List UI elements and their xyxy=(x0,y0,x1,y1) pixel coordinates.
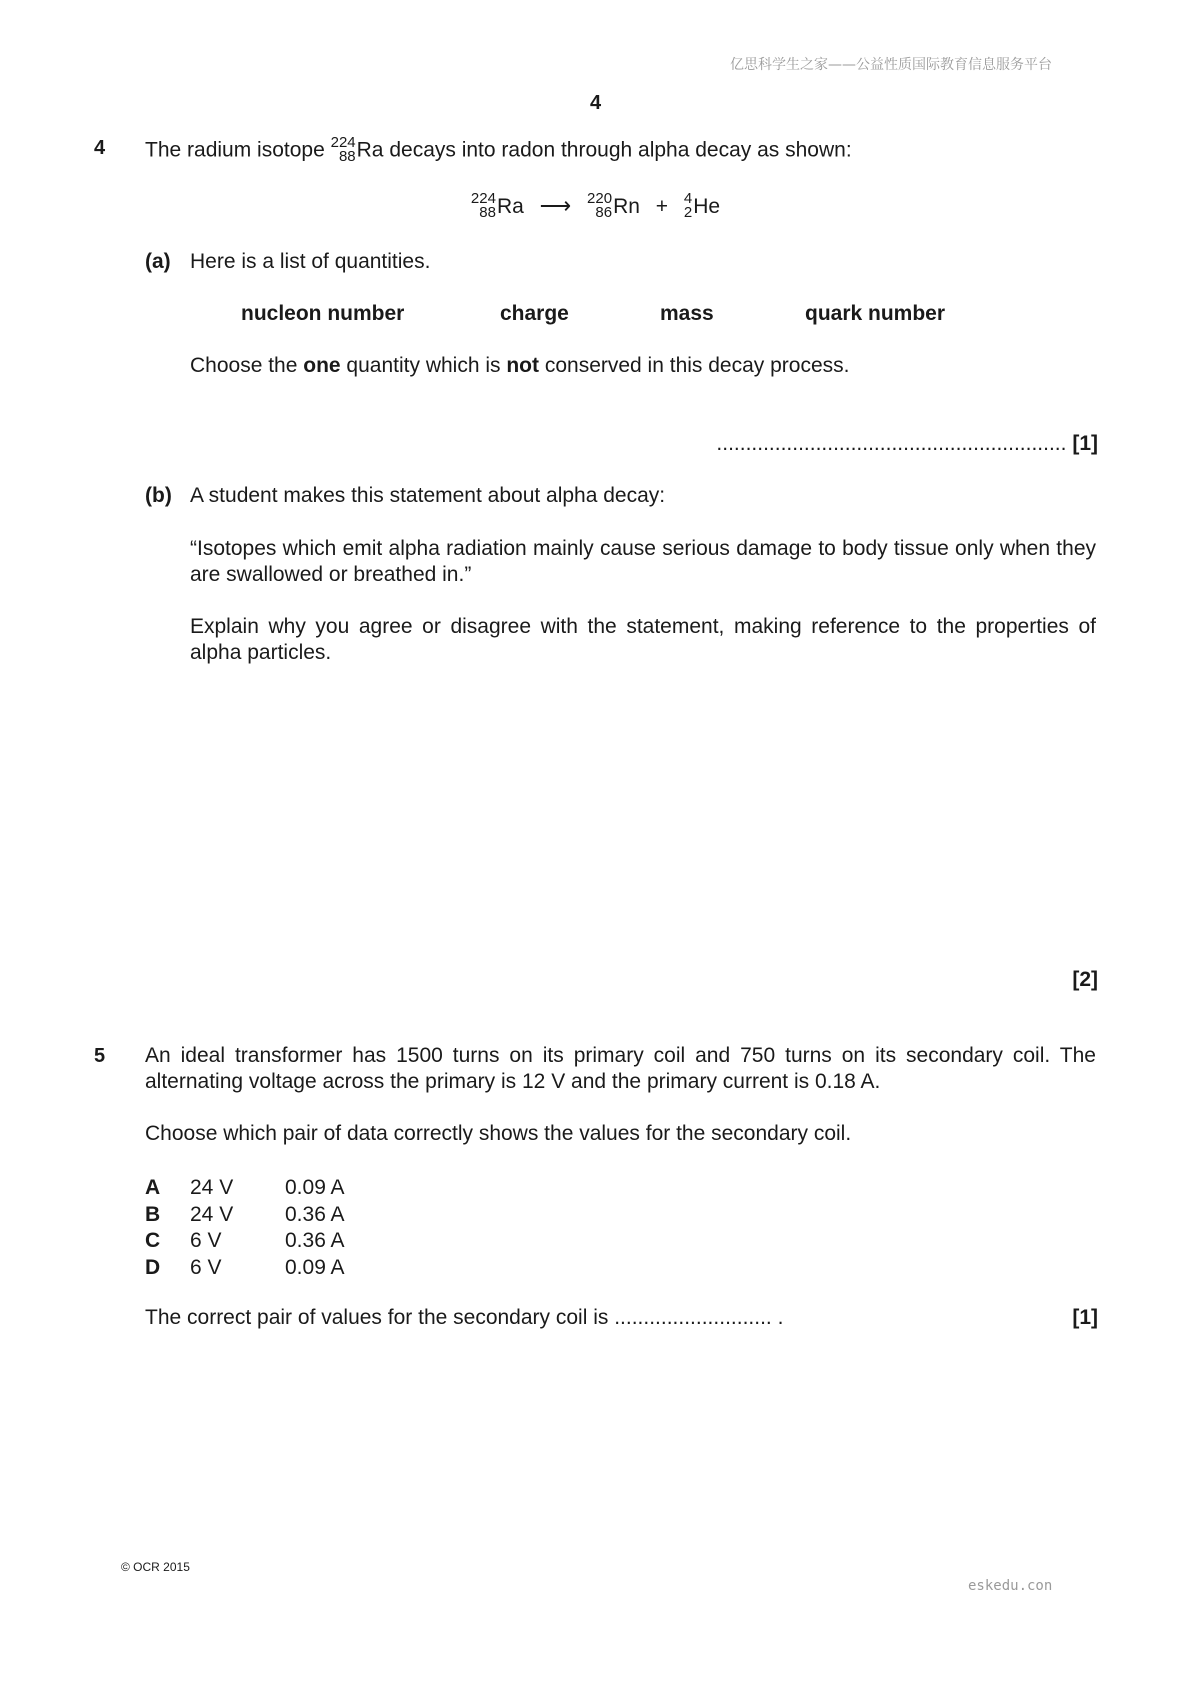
option-current: 0.36 A xyxy=(285,1229,345,1252)
plus-sign: + xyxy=(655,195,669,218)
question-5-number: 5 xyxy=(94,1045,106,1067)
right-arrow-icon: ⟶ xyxy=(539,193,572,218)
question-4-intro xyxy=(145,134,852,165)
quantity-nucleon-number: nucleon number xyxy=(241,302,405,325)
option-current: 0.09 A xyxy=(285,1255,345,1279)
question-5-prompt: Choose which pair of data correctly shows the values for the secondary coil. xyxy=(145,1122,852,1145)
option-current: 0.09 A xyxy=(285,1176,345,1199)
option-letter: B xyxy=(145,1202,161,1226)
question-5-stem: An ideal transformer has 1500 turns on its primary coil and 750 turns on its secondary coil. The alternating voltage across the primary is 12 V and the primary current is 0.18 A. xyxy=(145,1044,1096,1093)
decay-equation xyxy=(0,190,1191,222)
intro-text-after: decays into radon through alpha decay as shown: xyxy=(389,138,852,162)
watermark-bottom: eskedu.con xyxy=(968,1578,1053,1594)
part-a-prompt: Choose the one quantity which is not conserved in this decay process. xyxy=(190,354,850,377)
product2-nuclide: 4 2 xyxy=(683,190,693,222)
part-b-label: (b) xyxy=(145,484,172,507)
copyright-footer: © OCR 2015 xyxy=(121,1560,190,1574)
option-voltage: 6 V xyxy=(190,1229,222,1252)
part-a-answer-line[interactable] xyxy=(716,432,1098,456)
part-b-text: A student makes this statement about alpha decay: xyxy=(190,484,666,507)
intro-text-before: The radium isotope xyxy=(145,138,325,162)
reactant-symbol: Ra xyxy=(496,195,524,218)
option-voltage: 24 V xyxy=(190,1176,234,1199)
part-a-marks: [1] xyxy=(1072,432,1098,455)
reactant-nuclide: 224 88 xyxy=(470,190,496,222)
part-b-instruction: Explain why you agree or disagree with the statement, making reference to the properties of alpha particles. xyxy=(190,615,1096,664)
student-statement-quote: “Isotopes which emit alpha radiation mainly cause serious damage to body tissue only when they are swallowed or breathed in.” xyxy=(190,537,1096,586)
product1-nuclide: 220 86 xyxy=(587,190,613,222)
option-voltage: 24 V xyxy=(190,1202,234,1226)
answer-dots[interactable]: ............................................................ xyxy=(716,432,1067,455)
part-a-label: (a) xyxy=(145,250,171,273)
quantity-mass: mass xyxy=(660,302,714,325)
quantity-charge: charge xyxy=(500,302,569,325)
nuclide-symbol: Ra xyxy=(356,138,384,162)
page-number: 4 xyxy=(589,92,602,114)
option-current: 0.36 A xyxy=(285,1202,345,1226)
product2-symbol: He xyxy=(693,195,721,218)
question-5-marks: [1] xyxy=(1072,1306,1098,1329)
part-a-text: Here is a list of quantities. xyxy=(190,250,431,273)
option-voltage: 6 V xyxy=(190,1255,222,1279)
quantity-quark-number: quark number xyxy=(805,302,946,325)
option-letter: A xyxy=(145,1176,161,1199)
part-b-marks: [2] xyxy=(1072,968,1098,991)
question-4-number: 4 xyxy=(94,137,106,159)
nuclide-notation: 224 88 xyxy=(330,134,356,165)
watermark-top: 亿思科学生之家——公益性质国际教育信息服务平台 xyxy=(730,57,1052,73)
option-letter: C xyxy=(145,1229,161,1252)
question-5-answer-line[interactable]: The correct pair of values for the secondary coil is ........................... . xyxy=(145,1306,784,1329)
option-letter: D xyxy=(145,1255,161,1279)
product1-symbol: Rn xyxy=(613,195,640,218)
